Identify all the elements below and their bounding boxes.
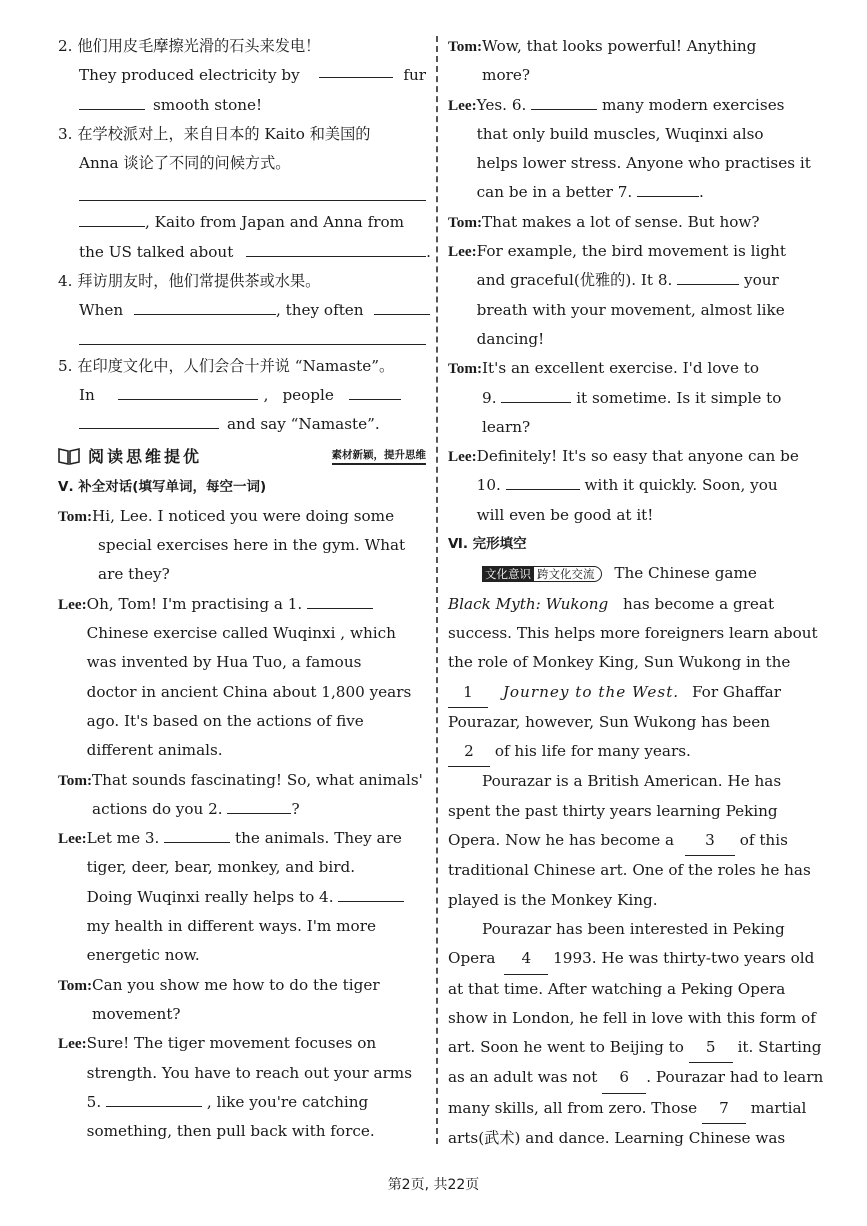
answer-blank[interactable] — [134, 298, 276, 315]
cloze-line: played is the Monkey King. — [448, 890, 658, 909]
blank-10[interactable] — [506, 473, 580, 490]
answer-line[interactable] — [79, 178, 426, 201]
q4-english-line1: When , they often — [58, 296, 426, 325]
cloze-line: Pourazar, however, Sun Wukong has been — [448, 712, 771, 731]
dialogue-turn: Tom: It's an excellent exercise. I'd love to 9. it sometime. Is it simple to learn? — [448, 354, 814, 442]
dialogue-turn: Lee: For example, the bird movement is light and graceful(优雅的). It 8. your breath with your movement, almost like dancing! — [448, 237, 814, 354]
blank-1[interactable] — [307, 592, 373, 609]
blank-4[interactable] — [338, 885, 404, 902]
dialogue-turn: Lee: Let me 3. the animals. They are tiger, deer, bear, monkey, and bird. Doing Wuqinxi really helps to 4. my health in different ways. I'm more energetic now. — [58, 824, 426, 970]
q2-chinese: 2. 他们用皮毛摩擦光滑的石头来发电！ — [58, 37, 321, 55]
answer-line[interactable] — [79, 326, 426, 345]
left-column — [58, 32, 431, 1146]
dialogue-turn: Tom: Can you show me how to do the tiger movement? — [58, 971, 426, 1030]
answer-blank[interactable] — [79, 412, 219, 429]
speaker-label: Lee: — [448, 448, 477, 466]
cloze-line: Pourazar is a British American. He has — [482, 772, 782, 791]
cloze-line: the role of Monkey King, Sun Wukong in the — [448, 653, 791, 672]
cloze-blank-4[interactable]: 4 — [504, 944, 548, 974]
answer-blank[interactable] — [79, 210, 145, 227]
cloze-blank-6[interactable]: 6 — [602, 1063, 646, 1093]
cloze-line: arts(武术) and dance. Learning Chinese was — [448, 1128, 786, 1147]
cloze-line: art. Soon he went to Beijing to 5 it. Starting — [448, 1033, 814, 1063]
cloze-blank-1[interactable]: 1 — [448, 678, 488, 708]
q5-english-line2: and say “Namaste”. — [58, 410, 426, 439]
speaker-label: Lee: — [448, 243, 477, 261]
cloze-line: Opera 4 1993. He was thirty-two years old — [448, 944, 814, 974]
q2-english-line2: smooth stone! — [58, 91, 426, 120]
part5-title: Ⅴ. 补全对话(填写单词，每空一词) — [58, 478, 267, 495]
speaker-label: Lee: — [58, 830, 87, 848]
cloze-blank-5[interactable]: 5 — [689, 1033, 733, 1063]
q3-english-line2: the US talked about . — [58, 238, 426, 267]
cloze-line: Opera. Now he has become a 3 of this — [448, 826, 814, 856]
dialogue-turn: Tom: Wow, that looks powerful! Anything more? — [448, 32, 814, 91]
dialogue-turn: Lee: Oh, Tom! I'm practising a 1. Chinese exercise called Wuqinxi , which was invented by Hua Tuo, a famous doctor in ancient China about 1,800 years ago. It's based on the actions of five different animals. — [58, 590, 426, 766]
column-divider — [436, 36, 438, 1144]
blank-9[interactable] — [501, 386, 571, 403]
book-icon — [58, 447, 80, 465]
speaker-label: Tom: — [448, 360, 483, 378]
answer-blank[interactable] — [374, 298, 430, 315]
blank-5[interactable] — [106, 1090, 202, 1107]
q4-chinese: 4. 拜访朋友时，他们常提供茶或水果。 — [58, 272, 321, 291]
answer-blank[interactable] — [246, 240, 426, 257]
speaker-label: Tom: — [58, 976, 93, 994]
blank-3[interactable] — [164, 826, 230, 843]
dialogue-turn: Lee: Sure! The tiger movement focuses on strength. You have to reach out your arms 5. , like you're catching something, then pull back with force. — [58, 1029, 426, 1146]
cloze-line: Pourazar has been interested in Peking — [482, 919, 785, 938]
speaker-label: Tom: — [448, 38, 483, 55]
speaker-label: Lee: — [58, 1035, 87, 1053]
tag-cross-cultural: 跨文化交流 — [534, 566, 602, 582]
cloze-line: many skills, all from zero. Those 7 martial — [448, 1094, 814, 1124]
cloze-line: Black Myth: Wukong has become a great — [448, 594, 775, 613]
cloze-line: spent the past thirty years learning Peking — [448, 801, 778, 820]
speaker-label: Lee: — [58, 595, 87, 613]
q3-chinese-1: 3. 在学校派对上，来自日本的 Kaito 和美国的 — [58, 124, 371, 143]
answer-blank[interactable] — [349, 383, 401, 400]
q2-english-line1: They produced electricity by fur — [58, 61, 426, 90]
part6-title: Ⅵ. 完形填空 — [448, 536, 527, 553]
speaker-label: Tom: — [448, 213, 483, 231]
dialogue-turn: Tom: That sounds fascinating! So, what animals' actions do you 2. ? — [58, 766, 426, 825]
q3-chinese-2: Anna 谈论了不同的问候方式。 — [79, 154, 291, 173]
blank-8[interactable] — [677, 268, 739, 285]
cloze-line: 文化意识 跨文化交流 The Chinese game — [448, 559, 814, 589]
blank-6[interactable] — [531, 93, 597, 110]
q5-english-line1: In , people — [58, 381, 426, 410]
cloze-line: as an adult was not 6 . Pourazar had to learn — [448, 1063, 814, 1093]
cloze-line: success. This helps more foreigners learn about — [448, 623, 818, 642]
page-footer: 第2页, 共22页 — [387, 1177, 480, 1193]
cloze-line: 1 Journey to the West. For Ghaffar — [448, 678, 814, 708]
section-header — [58, 443, 426, 469]
dialogue-turn: Lee: Yes. 6. many modern exercises that only build muscles, Wuqinxi also helps lower stress. Anyone who practises it can be in a better 7. . — [448, 91, 814, 208]
dialogue-turn: Lee: Definitely! It's so easy that anyone can be 10. with it quickly. Soon, you will even be good at it! — [448, 442, 814, 530]
answer-blank[interactable] — [118, 383, 258, 400]
section-subtitle: 素材新颖，提升思维 — [332, 447, 427, 465]
cloze-blank-3[interactable]: 3 — [685, 826, 735, 856]
speaker-label: Lee: — [448, 96, 477, 114]
q3-english-line1: , Kaito from Japan and Anna from — [58, 208, 426, 237]
cloze-line: 2 of his life for many years. — [448, 737, 814, 767]
blank-7[interactable] — [637, 180, 699, 197]
dialogue-turn: Tom: That makes a lot of sense. But how? — [448, 208, 814, 237]
right-column — [448, 32, 824, 1153]
cloze-blank-7[interactable]: 7 — [702, 1094, 746, 1124]
q5-chinese: 5. 在印度文化中，人们会合十并说 “Namaste”。 — [58, 356, 395, 375]
answer-blank[interactable] — [319, 61, 393, 78]
cloze-blank-2[interactable]: 2 — [448, 737, 490, 767]
speaker-label: Tom: — [58, 771, 93, 789]
blank-2[interactable] — [227, 797, 291, 814]
cloze-line: show in London, he fell in love with this form of — [448, 1008, 816, 1027]
answer-blank[interactable] — [79, 93, 145, 110]
dialogue-turn: Tom: Hi, Lee. I noticed you were doing some special exercises here in the gym. What are they? — [58, 502, 426, 590]
tag-culture-awareness: 文化意识 — [482, 566, 534, 582]
cloze-line: traditional Chinese art. One of the roles he has — [448, 861, 811, 880]
cloze-line: at that time. After watching a Peking Opera — [448, 979, 786, 998]
section-title: 阅读思维提优 — [88, 447, 203, 467]
speaker-label: Tom: — [58, 507, 93, 525]
